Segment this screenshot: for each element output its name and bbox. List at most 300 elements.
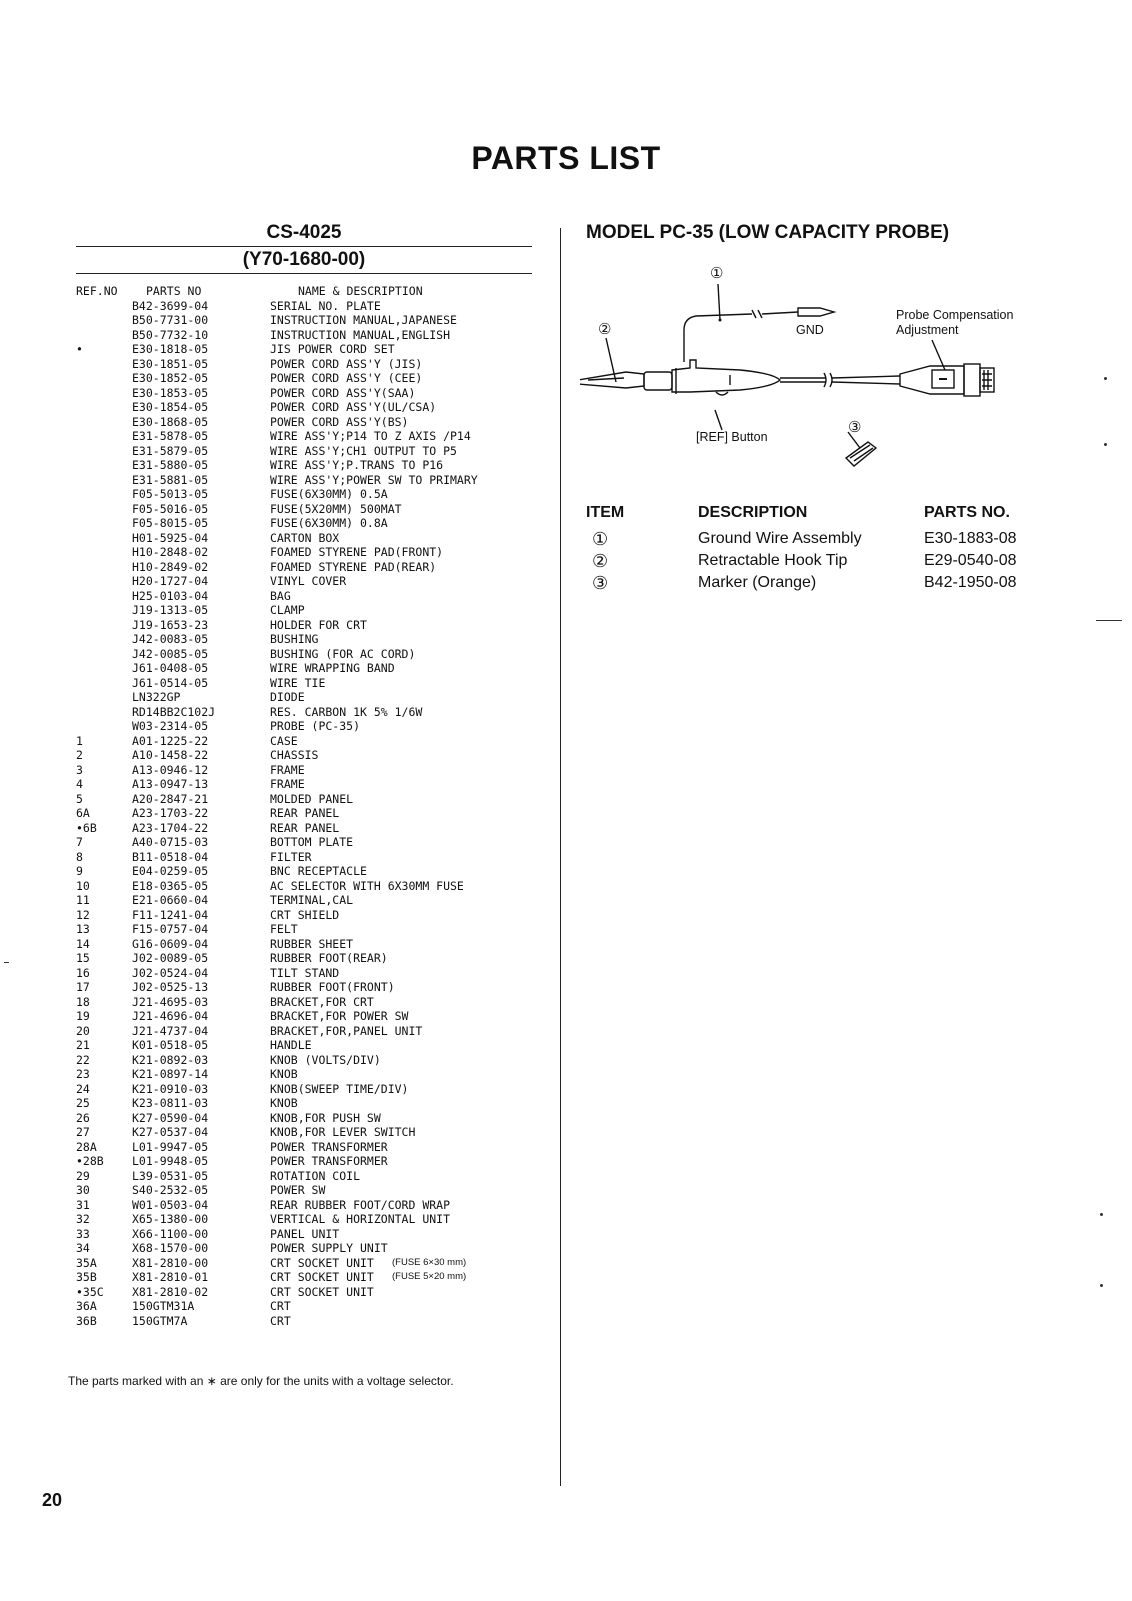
ref-no: 1 <box>76 733 83 748</box>
description: VINYL COVER <box>270 574 347 588</box>
description: POWER CORD ASS'Y(SAA) <box>270 385 416 400</box>
parts-no: A13-0946-12 <box>132 762 209 777</box>
ref-no: 18 <box>76 994 90 1009</box>
parts-no: J19-1313-05 <box>132 603 209 617</box>
item-description: Retractable Hook Tip <box>698 552 848 569</box>
ref-no: 10 <box>76 878 90 893</box>
parts-no: L39-0531-05 <box>132 1168 209 1183</box>
ref-no: 12 <box>76 907 90 922</box>
parts-no: A40-0715-03 <box>132 835 209 849</box>
parts-no: K27-0537-04 <box>132 1125 209 1139</box>
parts-no: W01-0503-04 <box>132 1197 209 1212</box>
parts-no: A20-2847-21 <box>132 791 209 806</box>
parts-no: S40-2532-05 <box>132 1183 209 1197</box>
table-row <box>72 1270 532 1285</box>
parts-no: L01-9948-05 <box>132 1154 209 1168</box>
parts-no: G16-0609-04 <box>132 936 209 951</box>
heading-rule <box>76 273 532 274</box>
table-row <box>72 661 532 676</box>
table-row <box>72 1096 532 1111</box>
parts-no: X81-2810-00 <box>132 1255 209 1270</box>
table-row <box>72 1125 532 1140</box>
parts-no: J21-4695-03 <box>132 994 209 1009</box>
description: FRAME <box>270 762 305 777</box>
table-row <box>72 937 532 952</box>
parts-no: H01-5925-04 <box>132 530 209 545</box>
callout-3-label: ③ <box>848 419 862 436</box>
ref-no: • <box>76 342 83 356</box>
parts-no: E30-1853-05 <box>132 385 209 400</box>
description: CRT SOCKET UNIT <box>270 1284 374 1299</box>
parts-no: E30-1851-05 <box>132 356 209 371</box>
table-row <box>72 864 532 879</box>
ref-no: 21 <box>76 1038 90 1052</box>
parts-no: J42-0085-05 <box>132 646 209 661</box>
description: POWER CORD ASS'Y (CEE) <box>270 371 423 385</box>
description: CRT <box>270 1299 291 1313</box>
ref-no: 16 <box>76 965 90 980</box>
ref-no: 24 <box>76 1081 90 1096</box>
callout-1-label: ① <box>710 265 724 282</box>
ref-no: 26 <box>76 1110 90 1125</box>
table-row <box>72 342 532 357</box>
description: BRACKET,FOR POWER SW <box>270 1009 409 1023</box>
table-row <box>72 806 532 821</box>
table-row <box>72 502 532 517</box>
item-part-no: E29-0540-08 <box>924 552 1017 569</box>
description: INSTRUCTION MANUAL,JAPANESE <box>270 313 457 327</box>
table-row <box>72 748 532 763</box>
description: RUBBER SHEET <box>270 936 354 951</box>
parts-no: B42-3699-04 <box>132 298 209 313</box>
description: KNOB (VOLTS/DIV) <box>270 1052 381 1067</box>
description: WIRE ASS'Y;POWER SW TO PRIMARY <box>270 472 478 487</box>
item-number: ③ <box>592 573 609 593</box>
parts-no: F15-0757-04 <box>132 922 209 936</box>
parts-no: A23-1703-22 <box>132 806 209 820</box>
table-row <box>72 705 532 720</box>
description: POWER CORD ASS'Y(BS) <box>270 414 409 429</box>
parts-no: E30-1868-05 <box>132 414 209 429</box>
description: CRT <box>270 1313 291 1328</box>
ref-no: 8 <box>76 849 83 864</box>
description: BOTTOM PLATE <box>270 835 354 849</box>
parts-no: J61-0408-05 <box>132 661 209 675</box>
model-heading: CS-4025 <box>266 222 342 243</box>
description: INSTRUCTION MANUAL,ENGLISH <box>270 327 451 342</box>
table-row <box>72 313 532 328</box>
description: CRT SOCKET UNIT <box>270 1270 374 1284</box>
parts-no: X68-1570-00 <box>132 1241 209 1255</box>
table-row <box>72 618 532 633</box>
table-row <box>72 1053 532 1068</box>
parts-no: J02-0089-05 <box>132 951 209 965</box>
description: FILTER <box>270 849 312 864</box>
description: RUBBER FOOT(REAR) <box>270 951 388 965</box>
ref-no: 4 <box>76 777 83 791</box>
parts-no: E30-1854-05 <box>132 400 209 414</box>
item-number: ② <box>592 551 609 571</box>
ground-clip <box>798 308 834 316</box>
table-row <box>72 792 532 807</box>
parts-no: A01-1225-22 <box>132 733 209 748</box>
ref-button <box>716 392 728 395</box>
parts-no: H10-2849-02 <box>132 559 209 574</box>
probe-handle <box>672 360 780 392</box>
description: BUSHING (FOR AC CORD) <box>270 646 416 661</box>
description: BRACKET,FOR,PANEL UNIT <box>270 1023 423 1038</box>
description: TILT STAND <box>270 965 340 980</box>
description: KNOB(SWEEP TIME/DIV) <box>270 1081 409 1096</box>
item-row <box>586 528 1066 550</box>
ref-no: 36B <box>76 1313 97 1328</box>
description: WIRE TIE <box>270 675 326 690</box>
ref-no: 11 <box>76 893 90 907</box>
description: REAR PANEL <box>270 806 340 820</box>
parts-no-header: PARTS NO. <box>924 504 1010 521</box>
callout-2-label: ② <box>598 321 612 338</box>
table-row <box>72 328 532 343</box>
description: FOAMED STYRENE PAD(FRONT) <box>270 545 444 559</box>
table-row <box>72 1111 532 1126</box>
column-divider <box>560 228 561 1486</box>
item-row <box>586 550 1066 572</box>
description: CHASSIS <box>270 748 319 762</box>
ref-no: •6B <box>76 820 97 835</box>
table-row <box>72 690 532 705</box>
description: FUSE(5X20MM) 500MAT <box>270 501 402 516</box>
table-row <box>72 719 532 734</box>
table-row <box>72 995 532 1010</box>
page-title: PARTS LIST <box>471 140 661 176</box>
description: POWER CORD ASS'Y(UL/CSA) <box>270 400 437 414</box>
ref-no: 29 <box>76 1168 90 1183</box>
ref-no: 13 <box>76 922 90 936</box>
ref-no: 3 <box>76 762 83 777</box>
item-part-no: B42-1950-08 <box>924 574 1017 591</box>
description: BAG <box>270 588 291 603</box>
table-row <box>72 821 532 836</box>
items-header <box>586 504 1066 528</box>
ref-no: 34 <box>76 1241 90 1255</box>
ref-no: 35B <box>76 1270 97 1284</box>
parts-no: E31-5879-05 <box>132 443 209 458</box>
ref-no-header: REF.NO <box>76 284 118 298</box>
description: JIS POWER CORD SET <box>270 342 395 356</box>
table-row <box>72 560 532 575</box>
table-row <box>72 415 532 430</box>
ref-no: 14 <box>76 936 90 951</box>
description: KNOB <box>270 1096 298 1110</box>
parts-no: E30-1818-05 <box>132 342 209 356</box>
description: TERMINAL,CAL <box>270 893 354 907</box>
table-row <box>72 1082 532 1097</box>
ref-no: 7 <box>76 835 83 849</box>
ref-no: 25 <box>76 1096 90 1110</box>
description: WIRE ASS'Y;P.TRANS TO P16 <box>270 458 444 472</box>
compensation-label-line-1: Probe Compensation <box>896 308 1014 322</box>
ref-no: •35C <box>76 1284 104 1299</box>
parts-no: X65-1380-00 <box>132 1212 209 1226</box>
parts-no: K21-0910-03 <box>132 1081 209 1096</box>
table-row <box>72 545 532 560</box>
table-row <box>72 1024 532 1039</box>
parts-no-header: PARTS NO <box>146 284 202 298</box>
table-row <box>72 879 532 894</box>
table-row <box>72 893 532 908</box>
description: POWER SUPPLY UNIT <box>270 1241 388 1255</box>
description: DIODE <box>270 690 305 704</box>
parts-no: LN322GP <box>132 690 181 704</box>
description: RUBBER FOOT(FRONT) <box>270 980 395 994</box>
description: CLAMP <box>270 603 305 617</box>
table-row <box>72 1038 532 1053</box>
parts-no: J21-4737-04 <box>132 1023 209 1038</box>
parts-no: K21-0892-03 <box>132 1052 209 1067</box>
ref-no: 36A <box>76 1299 97 1313</box>
description: POWER SW <box>270 1183 326 1197</box>
description: POWER TRANSFORMER <box>270 1154 388 1168</box>
table-row <box>72 1009 532 1024</box>
parts-no: A13-0947-13 <box>132 777 209 791</box>
ref-no: •28B <box>76 1154 104 1168</box>
footnote: The parts marked with an ∗ are only for the units with a voltage selector. <box>68 1374 454 1388</box>
ref-button-arrow <box>715 410 722 430</box>
marker-piece <box>846 442 876 466</box>
table-row <box>72 473 532 488</box>
parts-no: X81-2810-02 <box>132 1284 209 1299</box>
parts-no: E04-0259-05 <box>132 864 209 878</box>
parts-no: H25-0103-04 <box>132 588 209 603</box>
parts-no: RD14BB2C102J <box>132 704 216 719</box>
description: BUSHING <box>270 632 319 646</box>
parts-no: K21-0897-14 <box>132 1067 209 1081</box>
parts-no: 150GTM31A <box>132 1299 195 1313</box>
item-part-no: E30-1883-08 <box>924 530 1017 547</box>
parts-no: K23-0811-03 <box>132 1096 209 1110</box>
ref-no: 23 <box>76 1067 90 1081</box>
description: FOAMED STYRENE PAD(REAR) <box>270 559 437 574</box>
scan-mark <box>1104 377 1107 380</box>
scan-mark <box>4 962 9 963</box>
table-row <box>72 444 532 459</box>
parts-no: J42-0083-05 <box>132 632 209 646</box>
ref-no: 17 <box>76 980 90 994</box>
description: RES. CARBON 1K 5% 1/6W <box>270 704 423 719</box>
ref-no: 19 <box>76 1009 90 1023</box>
description: REAR PANEL <box>270 820 340 835</box>
table-row <box>72 516 532 531</box>
description: WIRE ASS'Y;P14 TO Z AXIS /P14 <box>270 429 471 443</box>
parts-no: H20-1727-04 <box>132 574 209 588</box>
compensation-label-line-2: Adjustment <box>896 323 959 337</box>
description: ROTATION COIL <box>270 1168 361 1183</box>
item-description: Ground Wire Assembly <box>698 530 862 547</box>
table-row <box>72 357 532 372</box>
table-row <box>72 908 532 923</box>
description: WIRE ASS'Y;CH1 OUTPUT TO P5 <box>270 443 457 458</box>
table-row <box>72 922 532 937</box>
parts-no: X81-2810-01 <box>132 1270 209 1284</box>
description: HANDLE <box>270 1038 312 1052</box>
description: POWER CORD ASS'Y (JIS) <box>270 356 423 371</box>
item-row <box>586 572 1066 594</box>
table-row <box>72 429 532 444</box>
description: PROBE (PC-35) <box>270 719 361 733</box>
ref-no: 32 <box>76 1212 90 1226</box>
scan-mark <box>1096 620 1122 621</box>
page-number: 20 <box>42 1490 63 1510</box>
parts-no: B50-7732-10 <box>132 327 209 342</box>
gnd-label: GND <box>796 323 824 337</box>
probe-drawing <box>580 270 1050 495</box>
ref-no: 33 <box>76 1226 90 1241</box>
parts-no: L01-9947-05 <box>132 1139 209 1154</box>
description: BRACKET,FOR CRT <box>270 994 374 1009</box>
ref-no: 31 <box>76 1197 90 1212</box>
table-row <box>72 1183 532 1198</box>
parts-no: K27-0590-04 <box>132 1110 209 1125</box>
parts-no: E18-0365-05 <box>132 878 209 893</box>
parts-no: F11-1241-04 <box>132 907 209 922</box>
table-row <box>72 1169 532 1184</box>
ref-no: 15 <box>76 951 90 965</box>
ref-no: 20 <box>76 1023 90 1038</box>
parts-no: F05-8015-05 <box>132 516 209 530</box>
item-header: ITEM <box>586 504 625 521</box>
parts-no: W03-2314-05 <box>132 719 209 733</box>
table-row <box>72 1154 532 1169</box>
description: KNOB,FOR PUSH SW <box>270 1110 381 1125</box>
parts-no: J02-0524-04 <box>132 965 209 980</box>
table-row <box>72 1256 532 1271</box>
parts-no: F05-5013-05 <box>132 487 209 501</box>
ref-no: 2 <box>76 748 83 762</box>
table-row <box>72 371 532 386</box>
item-number: ① <box>592 529 609 549</box>
parts-no: B50-7731-00 <box>132 313 209 327</box>
description: PANEL UNIT <box>270 1226 340 1241</box>
table-row <box>72 966 532 981</box>
table-row <box>72 487 532 502</box>
table-row <box>72 386 532 401</box>
description: MOLDED PANEL <box>270 791 354 806</box>
table-row <box>72 1314 532 1329</box>
probe-title: MODEL PC-35 (LOW CAPACITY PROBE) <box>586 222 950 243</box>
scan-mark <box>1100 1213 1103 1216</box>
table-row <box>72 299 532 314</box>
table-row <box>72 777 532 792</box>
description: FUSE(6X30MM) 0.5A <box>270 487 388 501</box>
table-row <box>72 951 532 966</box>
description: CARTON BOX <box>270 530 340 545</box>
description: VERTICAL & HORIZONTAL UNIT <box>270 1212 451 1226</box>
parts-no: J21-4696-04 <box>132 1009 209 1023</box>
ref-no: 5 <box>76 791 83 806</box>
ref-no: 22 <box>76 1052 90 1067</box>
parts-no: J61-0514-05 <box>132 675 209 690</box>
description: KNOB,FOR LEVER SWITCH <box>270 1125 416 1139</box>
description: CASE <box>270 733 298 748</box>
table-row <box>72 1299 532 1314</box>
parts-no: E31-5881-05 <box>132 472 209 487</box>
parts-no: E21-0660-04 <box>132 893 209 907</box>
probe-items-table <box>586 504 1066 594</box>
table-row <box>72 647 532 662</box>
scan-mark <box>1100 1284 1103 1287</box>
ref-no: 9 <box>76 864 83 878</box>
description-header: NAME & DESCRIPTION <box>298 284 423 298</box>
ref-no: 30 <box>76 1183 90 1197</box>
ref-button-label: [REF] Button <box>696 430 768 444</box>
description: CRT SOCKET UNIT <box>270 1255 374 1270</box>
bnc-connector <box>964 364 980 396</box>
description-header: DESCRIPTION <box>698 504 808 521</box>
table-row <box>72 574 532 589</box>
parts-no: E30-1852-05 <box>132 371 209 385</box>
table-row <box>72 1241 532 1256</box>
description: SERIAL NO. PLATE <box>270 298 381 313</box>
parts-no: J19-1653-23 <box>132 617 209 632</box>
model-code: (Y70-1680-00) <box>242 249 366 270</box>
ref-no: 35A <box>76 1255 97 1270</box>
scan-mark <box>1104 443 1107 446</box>
table-row <box>72 632 532 647</box>
description: WIRE WRAPPING BAND <box>270 661 395 675</box>
description: POWER TRANSFORMER <box>270 1139 388 1154</box>
table-row <box>72 763 532 778</box>
table-row <box>72 835 532 850</box>
parts-no: H10-2848-02 <box>132 545 209 559</box>
parts-no: A23-1704-22 <box>132 820 209 835</box>
parts-no: B11-0518-04 <box>132 849 209 864</box>
item-description: Marker (Orange) <box>698 574 817 591</box>
description: KNOB <box>270 1067 298 1081</box>
probe-tip-sleeve <box>644 372 672 390</box>
table-row <box>72 980 532 995</box>
table-row <box>72 458 532 473</box>
parts-no: F05-5016-05 <box>132 501 209 516</box>
table-row <box>72 734 532 749</box>
table-row <box>72 400 532 415</box>
table-row <box>72 589 532 604</box>
description: FUSE(6X30MM) 0.8A <box>270 516 388 530</box>
description: CRT SHIELD <box>270 907 340 922</box>
ref-no: 27 <box>76 1125 90 1139</box>
table-row <box>72 1227 532 1242</box>
parts-table-section <box>72 220 532 1328</box>
ref-no: 6A <box>76 806 90 820</box>
table-row <box>72 1285 532 1300</box>
parts-no: E31-5880-05 <box>132 458 209 472</box>
parts-no: J02-0525-13 <box>132 980 209 994</box>
table-row <box>72 1140 532 1155</box>
fuse-note: (FUSE 5×20 mm) <box>392 1271 467 1282</box>
ref-no: 28A <box>76 1139 97 1154</box>
parts-no: K01-0518-05 <box>132 1038 209 1052</box>
parts-no: E31-5878-05 <box>132 429 209 443</box>
table-row <box>72 1212 532 1227</box>
parts-no: 150GTM7A <box>132 1313 188 1328</box>
ground-wire <box>684 314 752 362</box>
table-header <box>72 284 532 299</box>
description: REAR RUBBER FOOT/CORD WRAP <box>270 1197 451 1212</box>
fuse-note: (FUSE 6×30 mm) <box>392 1256 467 1268</box>
table-row <box>72 1198 532 1213</box>
probe-diagram <box>580 265 1050 495</box>
table-row <box>72 676 532 691</box>
description: FELT <box>270 922 298 936</box>
